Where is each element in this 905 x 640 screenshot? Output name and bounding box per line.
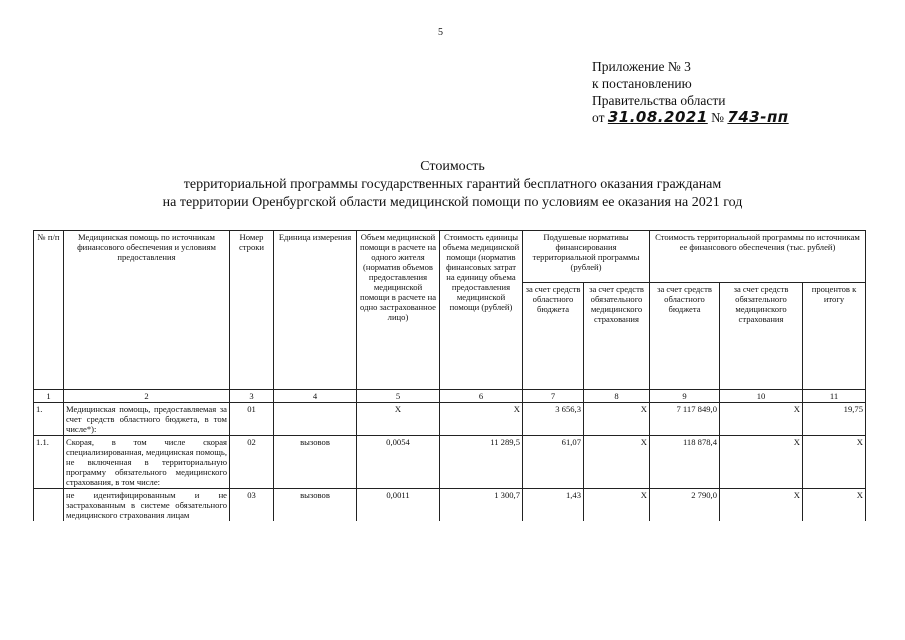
row-volume: 0,0011 [357, 489, 440, 522]
column-number: 9 [650, 390, 720, 403]
header-name: Медицинская помощь по источникам финансового обеспечения и условиям предоставления [64, 231, 230, 390]
row-percent: Х [803, 489, 866, 522]
row-unit [274, 403, 357, 436]
column-number: 11 [803, 390, 866, 403]
row-total-regional: 118 878,4 [650, 436, 720, 489]
row-cost: Х [440, 403, 523, 436]
row-cost: 11 289,5 [440, 436, 523, 489]
column-number: 2 [64, 390, 230, 403]
number-prefix: № [711, 110, 725, 125]
appendix-block [592, 58, 789, 126]
header-unit: Единица измерения [274, 231, 357, 390]
table-row [34, 489, 866, 522]
column-number: 6 [440, 390, 523, 403]
handwritten-date: 31.08.2021 [607, 108, 708, 126]
header-volume: Объем медицинской помощи в расчете на одного жителя (норматив объемов предоставления медицинской помощи в расчете на одно застрахованное лицо) [357, 231, 440, 390]
row-unit: вызовов [274, 436, 357, 489]
table-row [34, 403, 866, 436]
document-title [40, 158, 865, 212]
row-cost: 1 300,7 [440, 489, 523, 522]
row-total-oms: Х [720, 436, 803, 489]
row-pc-oms: Х [584, 436, 650, 489]
header-total-regional: за счет средств областного бюджета [650, 283, 720, 390]
title-line-2: территориальной программы государственных гарантий бесплатного оказания гражданам [183, 177, 722, 192]
handwritten-number: 743-пп [727, 108, 789, 126]
row-percent: Х [803, 436, 866, 489]
row-code: 03 [230, 489, 274, 522]
row-name: Скорая, в том числе скорая специализированная, медицинская помощь, не включенная в территориальную программу обязательного медицинского страхования, в том числе: [64, 436, 230, 489]
header-row-number: Номер строки [230, 231, 274, 390]
row-total-oms: Х [720, 403, 803, 436]
column-number: 5 [357, 390, 440, 403]
column-number: 7 [523, 390, 584, 403]
header-pc-oms: за счет средств обязательного медицинского страхования [584, 283, 650, 390]
row-unit: вызовов [274, 489, 357, 522]
header-num: № п/п [34, 231, 64, 390]
header-row-1 [34, 231, 866, 283]
column-number: 3 [230, 390, 274, 403]
header-per-capita-group: Подушевые нормативы финансирования территориальной программы (рублей) [523, 231, 650, 283]
row-num: 1. [34, 403, 64, 436]
date-prefix: от [592, 110, 605, 125]
row-num: 1.1. [34, 436, 64, 489]
table-row [34, 436, 866, 489]
row-num [34, 489, 64, 522]
column-number: 8 [584, 390, 650, 403]
cost-table [33, 230, 866, 521]
column-number: 4 [274, 390, 357, 403]
header-cost: Стоимость единицы объема медицинской помощи (норматив финансовых затрат на единицу объема предоставления медицинской помощи (рублей) [440, 231, 523, 390]
header-percent: процентов к итогу [803, 283, 866, 390]
row-percent: 19,75 [803, 403, 866, 436]
appendix-resolution: к постановлению [592, 76, 692, 91]
header-total-group: Стоимость территориальной программы по источникам ее финансового обеспечения (тыс. рублей) [650, 231, 866, 283]
row-volume: Х [357, 403, 440, 436]
row-pc-regional: 3 656,3 [523, 403, 584, 436]
row-name: не идентифицированным и не застрахованным в системе обязательного медицинского страхования лицам [64, 489, 230, 522]
row-volume: 0,0054 [357, 436, 440, 489]
row-pc-oms: Х [584, 489, 650, 522]
row-total-regional: 2 790,0 [650, 489, 720, 522]
column-number-row [34, 390, 866, 403]
title-line-1: Стоимость [420, 159, 485, 174]
row-code: 02 [230, 436, 274, 489]
header-total-oms: за счет средств обязательного медицинского страхования [720, 283, 803, 390]
row-pc-oms: Х [584, 403, 650, 436]
row-pc-regional: 61,07 [523, 436, 584, 489]
column-number: 1 [34, 390, 64, 403]
appendix-government: Правительства области [592, 93, 726, 108]
appendix-title: Приложение № 3 [592, 59, 691, 74]
row-name: Медицинская помощь, предоставляемая за счет средств областного бюджета, в том числе*): [64, 403, 230, 436]
row-code: 01 [230, 403, 274, 436]
row-total-oms: Х [720, 489, 803, 522]
row-total-regional: 7 117 849,0 [650, 403, 720, 436]
title-line-3: на территории Оренбургской области медицинской помощи по условиям ее оказания на 2021 год [162, 195, 743, 210]
appendix-date-line [592, 109, 789, 126]
page-number: 5 [438, 27, 443, 38]
column-number: 10 [720, 390, 803, 403]
row-pc-regional: 1,43 [523, 489, 584, 522]
header-pc-regional: за счет средств областного бюджета [523, 283, 584, 390]
